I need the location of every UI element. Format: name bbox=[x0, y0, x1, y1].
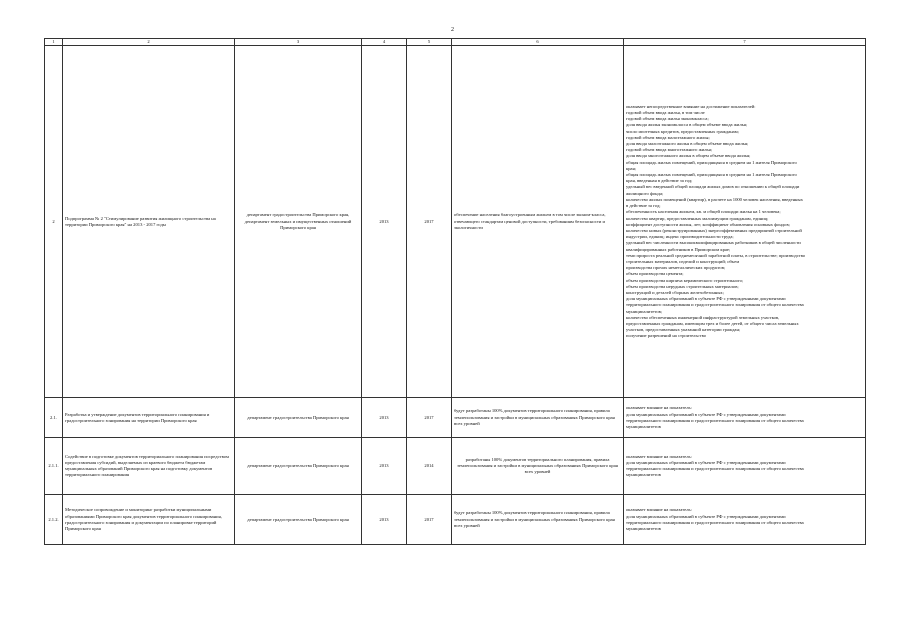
indicator-line: территориального планирования и градостроительного зонирования от общего количества bbox=[626, 519, 804, 525]
header-row bbox=[45, 39, 866, 46]
start-year: 2013 bbox=[362, 398, 407, 438]
end-year: 2014 bbox=[407, 438, 452, 495]
table-row bbox=[45, 495, 866, 545]
indicator-line: оказывает влияние на показатель: bbox=[626, 405, 692, 411]
indicator-line: число ипотечных кредитов, предоставленных гражданам; bbox=[626, 128, 739, 134]
indicator-line: квалифицированных работников в Приморском крае; bbox=[626, 246, 731, 252]
end-year: 2017 bbox=[407, 495, 452, 545]
column-header: 1 bbox=[45, 39, 63, 46]
expected-result: обеспечение населения благоустроенным жильем в том числе эконом-класса, отвечающего стандартам ценовой доступности, требованиям безопасности и экологичности bbox=[452, 46, 624, 398]
indicator-line: общая площадь жилых помещений, приходящаяся в среднем на 1 жителя Приморского bbox=[626, 159, 797, 165]
column-header: 5 bbox=[407, 39, 452, 46]
indicator-line: объем производства цемента; bbox=[626, 271, 684, 277]
indicator-line: края; bbox=[626, 165, 636, 171]
expected-result: разработаны 100% документов территориального планирования, правила землепользования и застройки в муниципальных образованиях Приморского края всех уровней bbox=[452, 438, 624, 495]
row-number: 2.1.2. bbox=[45, 495, 63, 545]
indicator-line: территориального планирования и градостроительного зонирования от общего количества bbox=[626, 417, 804, 423]
indicator-line: обеспеченность населения жильем, кв. м общей площади жилья на 1 человека; bbox=[626, 209, 781, 215]
indicator-line: годовой объем ввода жилья, в том числе bbox=[626, 110, 705, 116]
row-number: 2.1.1. bbox=[45, 438, 63, 495]
indicator-line: объем производства нерудных строительных материалов; bbox=[626, 283, 739, 289]
program-table bbox=[44, 38, 866, 545]
indicator-line: количество новых (реконструированных) энергоэффективных предприятий строительной bbox=[626, 227, 802, 233]
column-header: 4 bbox=[362, 39, 407, 46]
indicator-line: муниципалитетов bbox=[626, 423, 661, 429]
indicator-line: предоставленных гражданам, имеющим трех и более детей, от общего числа земельных bbox=[626, 320, 799, 326]
end-year: 2017 bbox=[407, 398, 452, 438]
indicator-line: доля муниципальных образований в субъекте РФ с утвержденными документами bbox=[626, 460, 786, 465]
indicator-line: доля ввода многоэтажного жилья в общем объеме ввода жилья; bbox=[626, 153, 751, 159]
event-name: Разработка и утверждение документов территориального планирования и градостроительного зонирования на территории Приморского края bbox=[63, 398, 235, 438]
expected-result: будут разработаны 100% документов территориального планирования, правила землепользования и застройки в муниципальных образованиях Приморского края всех уровней bbox=[452, 495, 624, 545]
indicator-line: объем производства кирпича керамического строительного; bbox=[626, 277, 744, 283]
indicator-line: конструкций и деталей сборных железобетонных; bbox=[626, 289, 724, 295]
indicator-line: удельный вес введенной общей площади жилых домов по отношению к общей площади bbox=[626, 184, 800, 190]
table-row bbox=[45, 398, 866, 438]
indicator-line: в действие за год; bbox=[626, 203, 661, 209]
executor: департамент градостроительства Приморского края bbox=[235, 398, 362, 438]
indicator-line: доля муниципальных образований в субъекте РФ с утвержденными документами bbox=[626, 296, 786, 302]
column-header: 3 bbox=[235, 39, 362, 46]
executor: департамент градостроительства Приморского края, департамент земельных и имущественных отношений Приморского края bbox=[235, 46, 362, 398]
table-row bbox=[45, 438, 866, 495]
indicator-line: удельный вес численности высококвалифицированных работников в общей численности bbox=[626, 240, 801, 246]
row-number: 2 bbox=[45, 46, 63, 398]
indicator-line: годовой объем ввода многоэтажного жилья; bbox=[626, 147, 713, 153]
indicator-line: годовой объем ввода малоэтажного жилья; bbox=[626, 134, 710, 140]
indicator-line: доля ввода малоэтажного жилья в общем объеме ввода жилья; bbox=[626, 141, 749, 147]
event-name: Методическое сопровождение и мониторинг разработки муниципальными образованиями Приморского края документов территориального планирования, градостроительного зонирования и документации по планировке территорий Приморского края bbox=[63, 495, 235, 545]
column-header: 6 bbox=[452, 39, 624, 46]
event-name: Подпрограмма № 2 "Стимулирование развития жилищного строительства на территории Приморского края" на 2013 - 2017 годы bbox=[63, 46, 235, 398]
indicator-line: доля муниципальных образований в субъекте РФ с утвержденными документами bbox=[626, 513, 786, 519]
indicator-line: индустрии, единиц; индекс производительности труда; bbox=[626, 234, 734, 240]
table-row bbox=[45, 46, 866, 398]
indicators-cell bbox=[624, 495, 866, 545]
column-header: 2 bbox=[63, 39, 235, 46]
indicator-line: получение разрешений на строительство bbox=[626, 333, 707, 339]
indicator-line: оказывает влияние на показатель: bbox=[626, 507, 692, 513]
indicator-line: количество жилых помещений (квартир), в расчете на 1000 человек населения, введенных bbox=[626, 196, 803, 202]
end-year: 2017 bbox=[407, 46, 452, 398]
indicator-line: доля ввода жилья экономкласса в общем объеме ввода жилья; bbox=[626, 122, 748, 128]
indicator-line: оказывает влияние на показатель: bbox=[626, 453, 692, 459]
indicator-line: доля муниципальных образований в субъекте РФ с утвержденными документами bbox=[626, 411, 786, 417]
indicators-cell bbox=[624, 438, 866, 495]
indicators-cell bbox=[624, 398, 866, 438]
indicator-line: жилищного фонда; bbox=[626, 190, 664, 196]
expected-result: будут разработаны 100% документов территориального планирования, правила землепользования и застройки в муниципальных образованиях Приморского края всех уровней bbox=[452, 398, 624, 438]
indicator-line: участков, предоставленных указанной категории граждан; bbox=[626, 327, 741, 333]
indicator-line: оказывает непосредственное влияние на достижение показателей: bbox=[626, 103, 756, 109]
indicator-line: количество обеспеченных инженерной инфраструктурой земельных участков, bbox=[626, 314, 780, 320]
executor: департамент градостроительства Приморского края bbox=[235, 495, 362, 545]
indicator-line: территориального планирования и градостроительного зонирования от общего количества bbox=[626, 466, 804, 472]
start-year: 2013 bbox=[362, 438, 407, 495]
indicator-line: количество квартир, предоставленных малоимущим гражданам, единиц; bbox=[626, 215, 769, 221]
indicator-line: годовой объем ввода жилья экономкласса; bbox=[626, 116, 709, 122]
indicator-line: производства прочих неметаллических продуктов; bbox=[626, 265, 726, 271]
column-header: 7 bbox=[624, 39, 866, 46]
start-year: 2013 bbox=[362, 46, 407, 398]
indicator-line: муниципалитетов; bbox=[626, 308, 663, 314]
start-year: 2013 bbox=[362, 495, 407, 545]
indicator-line: общая площадь жилых помещений, приходящаяся в среднем на 1 жителя Приморского bbox=[626, 172, 797, 178]
indicator-line: коэффициент доступности жилья, лет; коэффициент обновления основных фондов; bbox=[626, 221, 790, 227]
indicator-line: края, введенная в действие за год; bbox=[626, 178, 693, 184]
indicator-line: муниципалитетов bbox=[626, 472, 661, 478]
indicator-line: муниципалитетов bbox=[626, 525, 661, 531]
indicator-line: темп прироста реальной среднемесячной заработной платы, в строительстве; производство bbox=[626, 252, 806, 258]
indicator-line: строительных материалов, изделий и конструкций; объем bbox=[626, 258, 740, 264]
page-number: 2 bbox=[451, 27, 454, 33]
event-name: Содействие в подготовке документов территориального планирования посредством предоставления субсидий, выделяемых из краевого бюджета бюджетам муниципальных образований Приморского края на подготовку документов территориального планирования bbox=[63, 438, 235, 495]
row-number: 2.1. bbox=[45, 398, 63, 438]
executor: департамент градостроительства Приморского края bbox=[235, 438, 362, 495]
indicator-line: территориального планирования и градостроительного зонирования от общего количества bbox=[626, 302, 804, 308]
indicators-cell bbox=[624, 46, 866, 398]
